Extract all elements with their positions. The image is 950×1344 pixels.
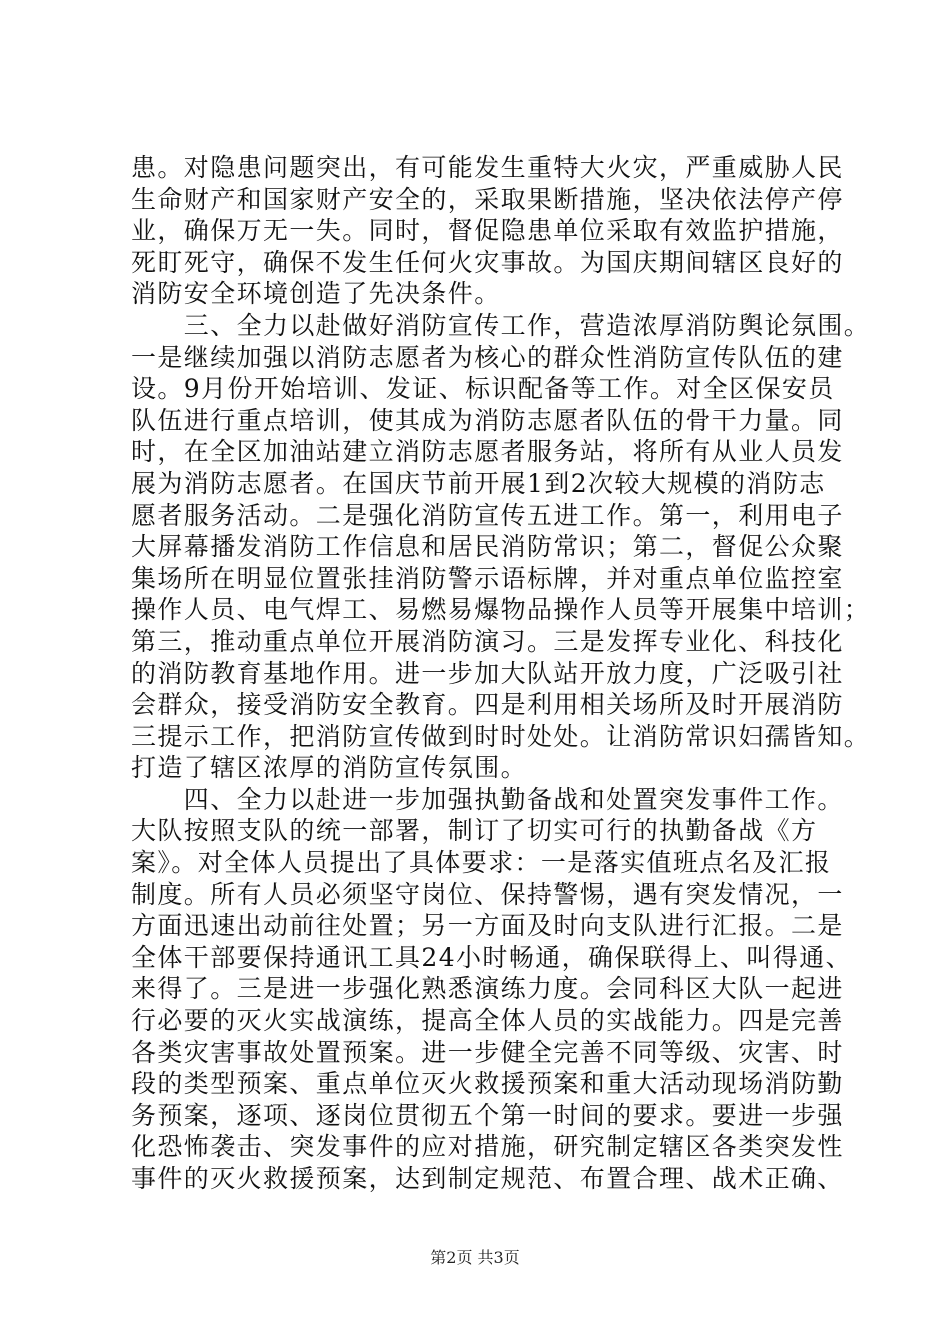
text-line: 务预案，逐项、逐岗位贯彻五个第一时间的要求。要进一步强 (131, 1100, 844, 1130)
text-line: 时，在全区加油站建立消防志愿者服务站，将所有从业人员发 (131, 437, 844, 467)
text-line: 全体干部要保持通讯工具24小时畅通，确保联得上、叫得通、 (131, 942, 853, 972)
text-line: 生命财产和国家财产安全的，采取果断措施，坚决依法停产停 (131, 184, 844, 214)
text-line: 段的类型预案、重点单位灭火救援预案和重大活动现场消防勤 (131, 1069, 844, 1099)
text-line: 各类灾害事故处置预案。进一步健全完善不同等级、灾害、时 (131, 1037, 844, 1067)
text-line: 患。对隐患问题突出，有可能发生重特大火灾，严重威胁人民 (131, 153, 844, 182)
text-line: 展为消防志愿者。在国庆节前开展1到2次较大规模的消防志 (131, 468, 826, 498)
text-line: 第三，推动重点单位开展消防演习。三是发挥专业化、科技化 (131, 626, 844, 656)
text-line: 队伍进行重点培训，使其成为消防志愿者队伍的骨干力量。同 (131, 405, 844, 435)
text-line: 大屏幕播发消防工作信息和居民消防常识；第二，督促公众聚 (131, 532, 844, 562)
text-line: 行必要的灭火实战演练，提高全体人员的实战能力。四是完善 (131, 1006, 844, 1036)
text-line: 业，确保万无一失。同时，督促隐患单位采取有效监护措施， (131, 216, 844, 246)
document-body (131, 152, 871, 1195)
page-number-footer: 第2页 共3页 (430, 1248, 520, 1267)
text-line: 打造了辖区浓厚的消防宣传氛围。 (131, 753, 528, 783)
text-line: 来得了。三是进一步强化熟悉演练力度。会同科区大队一起进 (131, 974, 844, 1004)
text-line: 制度。所有人员必须坚守岗位、保持警惕，遇有突发情况，一 (131, 879, 844, 909)
text-line: 会群众，接受消防安全教育。四是利用相关场所及时开展消防 (131, 690, 844, 720)
text-line: 三提示工作，把消防宣传做到时时处处。让消防常识妇孺皆知。 (131, 721, 871, 751)
text-line: 大队按照支队的统一部署，制订了切实可行的执勤备战《方 (131, 816, 818, 846)
text-line: 集场所在明显位置张挂消防警示语标牌，并对重点单位监控室 (131, 563, 844, 593)
text-line: 一是继续加强以消防志愿者为核心的群众性消防宣传队伍的建 (131, 342, 844, 372)
text-line: 消防安全环境创造了先决条件。 (131, 279, 501, 309)
section-heading-line: 四、全力以赴进一步加强执勤备战和处置突发事件工作。 (131, 784, 844, 814)
text-line: 设。9月份开始培训、发证、标识配备等工作。对全区保安员 (131, 374, 835, 404)
text-line: 事件的灭火救援预案，达到制定规范、布置合理、战术正确、 (131, 1164, 844, 1193)
text-line: 化恐怖袭击、突发事件的应对措施，研究制定辖区各类突发性 (131, 1132, 844, 1162)
section-heading-line: 三、全力以赴做好消防宣传工作，营造浓厚消防舆论氛围。 (131, 310, 871, 340)
text-line: 方面迅速出动前往处置；另一方面及时向支队进行汇报。二是 (131, 911, 844, 941)
text-line: 愿者服务活动。二是强化消防宣传五进工作。第一，利用电子 (131, 500, 844, 530)
text-line: 案》。对全体人员提出了具体要求：一是落实值班点名及汇报 (131, 848, 832, 878)
text-line: 死盯死守，确保不发生任何火灾事故。为国庆期间辖区良好的 (131, 247, 844, 277)
text-line: 的消防教育基地作用。进一步加大队站开放力度，广泛吸引社 (131, 658, 844, 688)
text-line: 操作人员、电气焊工、易燃易爆物品操作人员等开展集中培训； (131, 595, 871, 625)
